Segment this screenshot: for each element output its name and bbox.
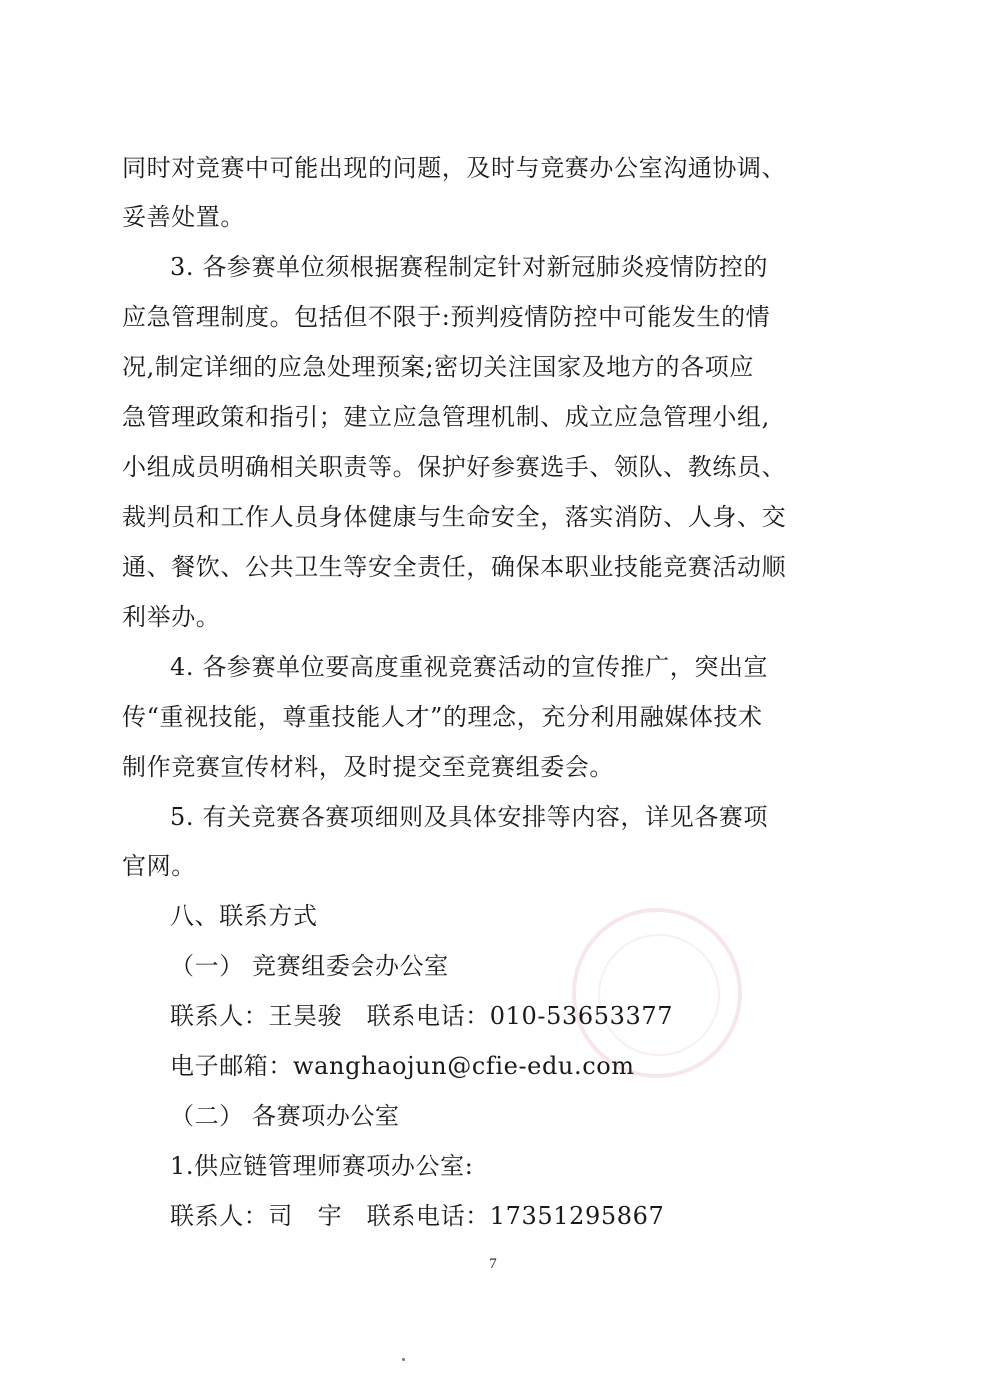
subheading-committee-office: （一） 竞赛组委会办公室: [170, 952, 449, 980]
event-office-supply-chain: 1.供应链管理师赛项办公室:: [170, 1152, 474, 1180]
paragraph-line: 利举办。: [122, 603, 221, 631]
paragraph-line: 妥善处置。: [122, 203, 245, 231]
section-heading-contact: 八、联系方式: [170, 902, 318, 930]
item-3-start: 3. 各参赛单位须根据赛程制定针对新冠肺炎疫情防控的: [170, 253, 769, 281]
paragraph-line: 传“重视技能，尊重技能人才”的理念，充分利用融媒体技术: [122, 703, 763, 731]
paragraph-line: 官网。: [122, 852, 196, 880]
paragraph-line: 小组成员明确相关职责等。保护好参赛选手、领队、教练员、: [122, 453, 787, 481]
paragraph-line: 同时对竞赛中可能出现的问题，及时与竞赛办公室沟通协调、: [122, 154, 787, 182]
paragraph-line: 急管理政策和指引；建立应急管理机制、成立应急管理小组,: [122, 403, 770, 431]
item-5-start: 5. 有关竞赛各赛项细则及具体安排等内容，详见各赛项: [170, 803, 769, 831]
page-number: 7: [489, 1256, 497, 1272]
paragraph-line: 制作竞赛宣传材料，及时提交至竞赛组委会。: [122, 753, 614, 781]
subheading-event-offices: （二） 各赛项办公室: [170, 1102, 400, 1130]
contact-person-phone: 联系人：王昊骏 联系电话：010-53653377: [170, 1002, 674, 1030]
paragraph-line: 况,制定详细的应急处理预案;密切关注国家及地方的各项应: [122, 353, 754, 381]
contact-email: 电子邮箱：wanghaojun@cfie-edu.com: [170, 1052, 635, 1080]
scan-speck: [402, 1358, 405, 1361]
paragraph-line: 裁判员和工作人员身体健康与生命安全，落实消防、人身、交: [122, 503, 787, 531]
item-4-start: 4. 各参赛单位要高度重视竞赛活动的宣传推广，突出宣: [170, 653, 769, 681]
paragraph-line: 通、餐饮、公共卫生等安全责任，确保本职业技能竞赛活动顺: [122, 553, 787, 581]
paragraph-line: 应急管理制度。包括但不限于:预判疫情防控中可能发生的情: [122, 303, 771, 331]
contact-person-phone: 联系人：司 宇 联系电话：17351295867: [170, 1202, 665, 1230]
